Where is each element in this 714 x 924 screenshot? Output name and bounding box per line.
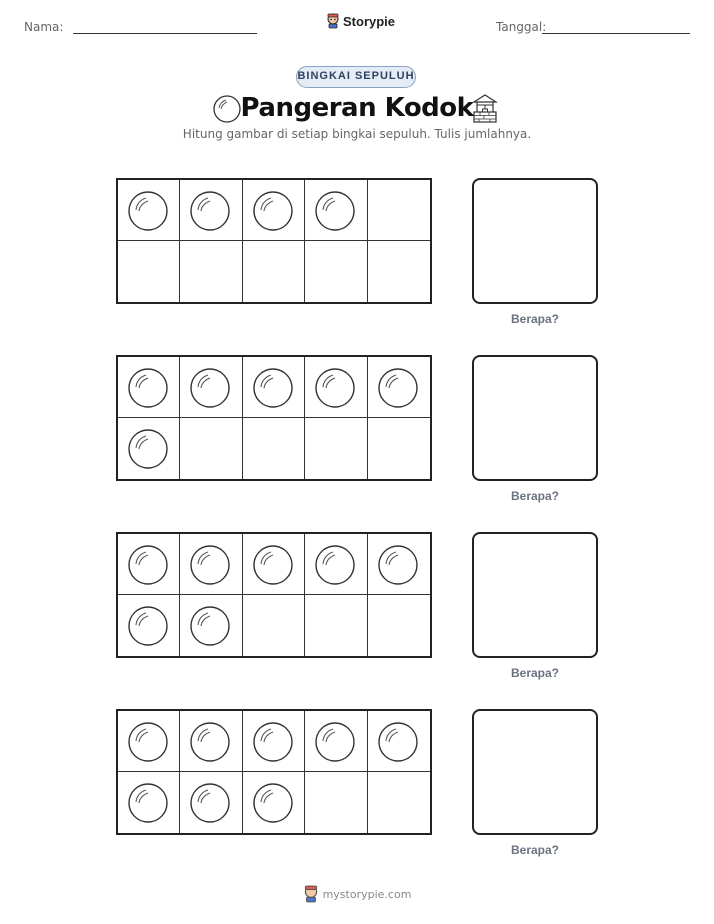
bubble-icon	[252, 367, 294, 409]
bubble-icon	[189, 544, 231, 586]
ten-frame-cell	[368, 357, 430, 418]
ten-frame-cell	[243, 595, 305, 656]
bubble-icon	[127, 428, 169, 470]
ten-frame-cell	[368, 711, 430, 772]
name-field[interactable]	[24, 20, 63, 34]
ten-frame-cell	[118, 711, 180, 772]
ten-frame-cell	[243, 418, 305, 479]
bubble-icon	[314, 721, 356, 763]
ten-frame-cell	[118, 241, 180, 302]
answer-box[interactable]	[472, 178, 598, 304]
ten-frame-cell	[368, 418, 430, 479]
ten-frame-cell	[368, 534, 430, 595]
bubble-icon	[189, 367, 231, 409]
answer-label: Berapa?	[510, 312, 560, 326]
ten-frame-problem	[116, 355, 600, 515]
answer-label: Berapa?	[510, 843, 560, 857]
ten-frame-cell	[180, 357, 242, 418]
bubble-icon	[252, 544, 294, 586]
ten-frame-cell	[180, 772, 242, 833]
ten-frame-cell	[305, 534, 367, 595]
ten-frame-cell	[243, 357, 305, 418]
answer-label: Berapa?	[510, 666, 560, 680]
brand-logo	[326, 13, 395, 29]
ten-frame-cell	[305, 711, 367, 772]
ten-frame-cell	[118, 534, 180, 595]
ten-frame-cell	[368, 180, 430, 241]
ten-frame-problem	[116, 532, 600, 692]
ten-frame-cell	[243, 241, 305, 302]
answer-label: Berapa?	[510, 489, 560, 503]
storypie-mascot-icon	[303, 885, 319, 903]
footer-url: mystorypie.com	[322, 887, 412, 901]
bubble-icon	[252, 782, 294, 824]
ten-frame-problem	[116, 178, 600, 338]
ten-frame-cell	[118, 418, 180, 479]
storypie-mascot-icon	[326, 13, 340, 29]
ten-frame-cell	[368, 595, 430, 656]
date-field[interactable]	[496, 20, 546, 34]
bubble-icon	[377, 544, 419, 586]
ten-frame-cell	[305, 418, 367, 479]
bubble-icon	[314, 367, 356, 409]
bubble-icon	[189, 605, 231, 647]
ten-frame-cell	[118, 772, 180, 833]
ten-frame-cell	[368, 241, 430, 302]
ten-frame-cell	[243, 180, 305, 241]
bubble-icon	[377, 721, 419, 763]
bubble-icon	[252, 190, 294, 232]
bubble-icon	[127, 782, 169, 824]
ten-frame-cell	[305, 357, 367, 418]
bubble-icon	[314, 544, 356, 586]
name-label: Nama:	[24, 20, 64, 34]
ten-frame-cell	[305, 241, 367, 302]
ten-frame-cell	[118, 595, 180, 656]
ten-frame-cell	[118, 357, 180, 418]
ten-frame-cell	[243, 534, 305, 595]
ten-frame	[116, 178, 432, 304]
answer-box[interactable]	[472, 355, 598, 481]
ten-frame-problem	[116, 709, 600, 869]
ten-frame-cell	[180, 534, 242, 595]
ten-frame-cell	[180, 711, 242, 772]
category-badge: BINGKAI SEPULUH	[296, 66, 416, 88]
ten-frame-cell	[118, 180, 180, 241]
bubble-icon	[127, 190, 169, 232]
date-line[interactable]	[542, 33, 690, 34]
brand-name: Storypie	[343, 13, 396, 29]
footer	[0, 885, 714, 903]
answer-box[interactable]	[472, 532, 598, 658]
bubble-icon	[127, 721, 169, 763]
instructions: Hitung gambar di setiap bingkai sepuluh. Tulis jumlahnya.	[182, 127, 532, 141]
bubble-icon	[189, 782, 231, 824]
bubble-icon	[314, 190, 356, 232]
ten-frame-cell	[305, 595, 367, 656]
wishing-well-icon	[469, 92, 501, 124]
bubble-icon	[127, 605, 169, 647]
ten-frame	[116, 532, 432, 658]
ten-frame-cell	[180, 180, 242, 241]
name-line[interactable]	[73, 33, 257, 34]
ten-frame-cell	[305, 772, 367, 833]
bubble-icon	[252, 721, 294, 763]
bubble-icon	[189, 190, 231, 232]
ten-frame-cell	[180, 595, 242, 656]
bubble-icon	[377, 367, 419, 409]
ten-frame-cell	[180, 418, 242, 479]
title-row	[0, 90, 714, 126]
ten-frame	[116, 355, 432, 481]
ten-frame-cell	[180, 241, 242, 302]
ten-frame-cell	[243, 772, 305, 833]
ten-frame-cell	[368, 772, 430, 833]
ten-frame-cell	[243, 711, 305, 772]
date-label: Tanggal:	[496, 20, 547, 34]
bubble-icon	[127, 367, 169, 409]
bubble-icon	[189, 721, 231, 763]
ten-frame-cell	[305, 180, 367, 241]
bubble-icon	[127, 544, 169, 586]
answer-box[interactable]	[472, 709, 598, 835]
ten-frame	[116, 709, 432, 835]
page-title: Pangeran Kodok	[240, 93, 474, 123]
